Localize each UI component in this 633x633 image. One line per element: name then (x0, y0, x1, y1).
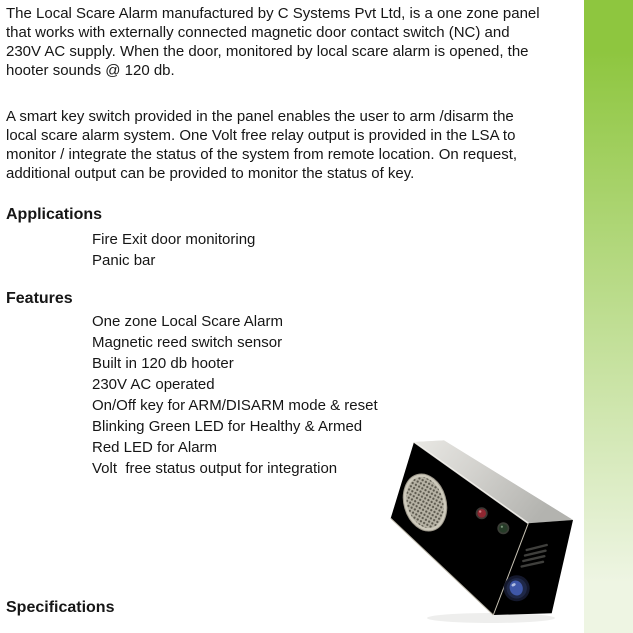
list-item: Fire Exit door monitoring (92, 231, 256, 248)
paragraph-line: local scare alarm system. One Volt free relay output is provided in the LSA to (6, 127, 516, 144)
list-item: Blinking Green LED for Healthy & Armed (92, 418, 363, 435)
red-alarm-led (476, 507, 488, 519)
features-list (92, 311, 378, 479)
applications-heading: Applications (6, 206, 103, 223)
paragraph-line: monitor / integrate the status of the system from remote location. On request, (6, 146, 518, 163)
product-photo (373, 424, 585, 626)
paragraph-line: additional output can be provided to monitor the status of key. (6, 165, 415, 182)
paragraph-line: that works with externally connected magnetic door contact switch (NC) and (6, 24, 510, 41)
applications-list (92, 229, 255, 271)
list-item: Magnetic reed switch sensor (92, 334, 283, 351)
box-shadow (427, 613, 555, 623)
list-item: Volt free status output for integration (92, 460, 338, 477)
key-switch-icon (504, 575, 530, 601)
list-item: Red LED for Alarm (92, 439, 218, 456)
key-switch-paragraph (6, 107, 517, 183)
list-item: Panic bar (92, 252, 156, 269)
accent-bar (584, 0, 633, 633)
paragraph-line: 230V AC supply. When the door, monitored by local scare alarm is opened, the (6, 43, 529, 60)
list-item: Built in 120 db hooter (92, 355, 234, 372)
paragraph-line: The Local Scare Alarm manufactured by C Systems Pvt Ltd, is a one zone panel (6, 5, 540, 22)
green-status-led (497, 522, 509, 534)
paragraph-line: hooter sounds @ 120 db. (6, 62, 175, 79)
list-item: On/Off key for ARM/DISARM mode & reset (92, 397, 378, 414)
alarm-box-illustration (373, 424, 585, 626)
specifications-heading: Specifications (6, 599, 115, 616)
paragraph-line: A smart key switch provided in the panel enables the user to arm /disarm the (6, 108, 514, 125)
intro-paragraph (6, 4, 540, 80)
features-heading: Features (6, 290, 73, 307)
list-item: One zone Local Scare Alarm (92, 313, 283, 330)
list-item: 230V AC operated (92, 376, 215, 393)
